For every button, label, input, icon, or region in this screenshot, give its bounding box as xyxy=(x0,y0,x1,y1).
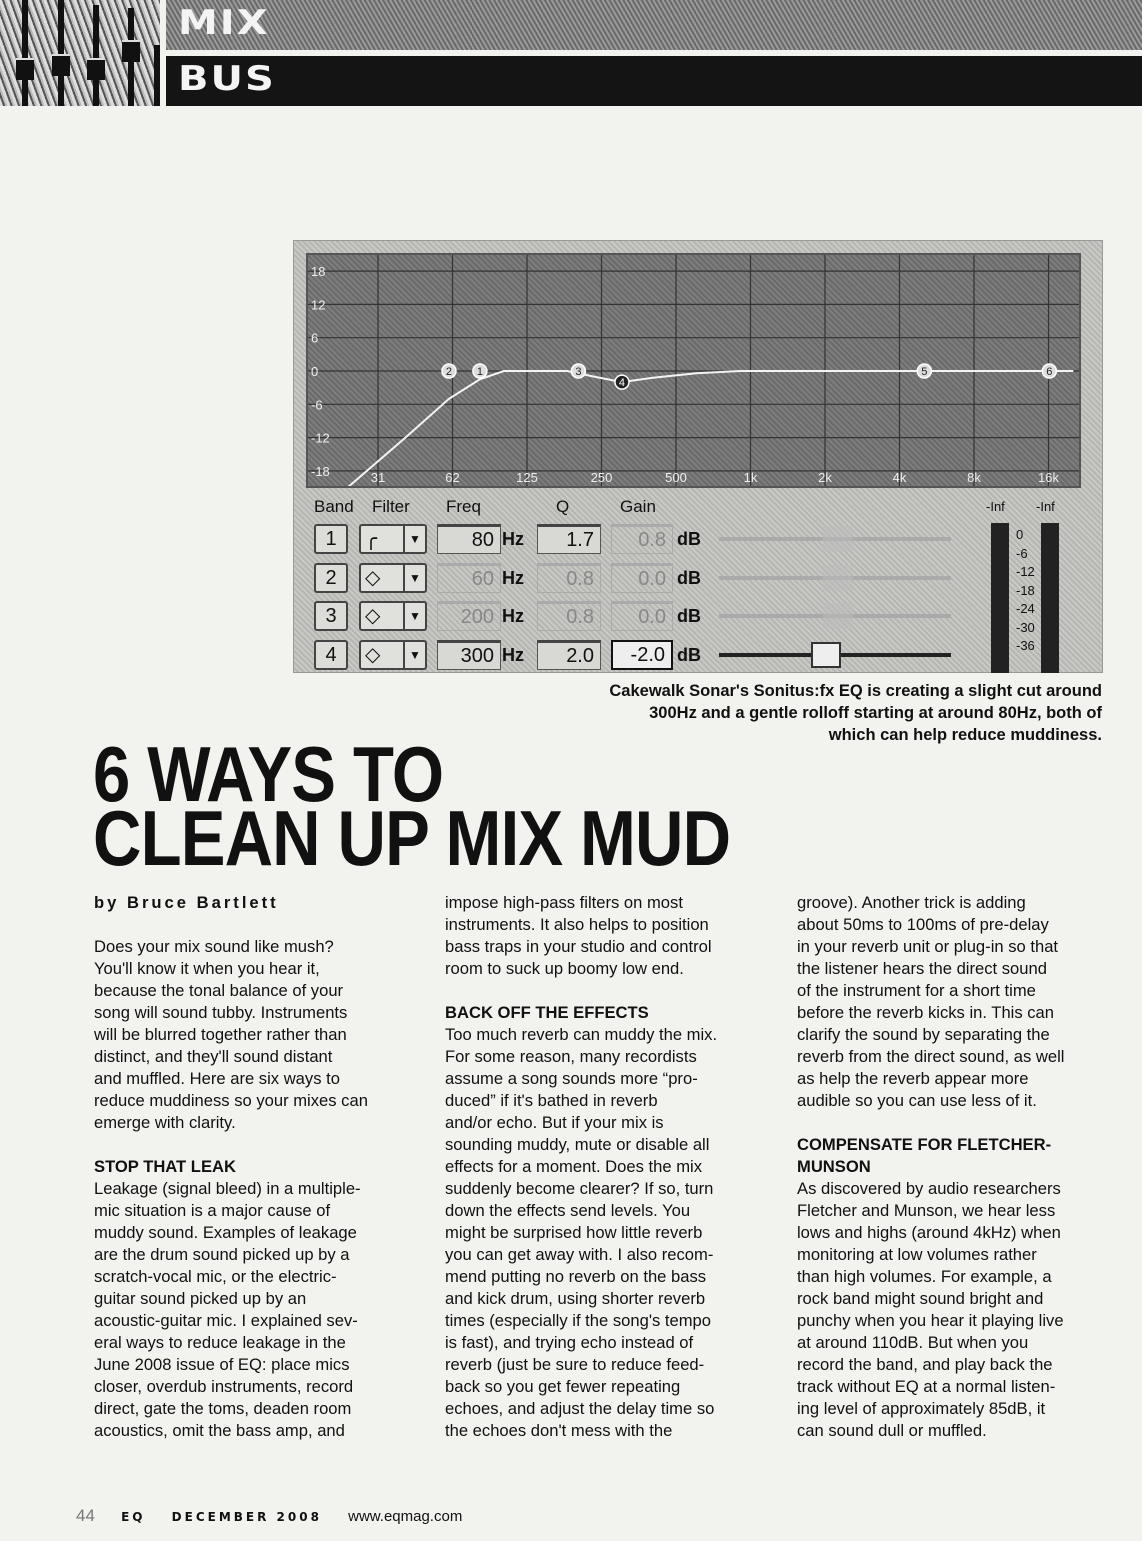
title-line: CLEAN UP MIX MUD xyxy=(93,794,731,882)
body-line: emerge with clarity. xyxy=(94,1113,236,1132)
body-line: distinct, and they'll sound distant xyxy=(94,1047,333,1066)
body-line: as help the reverb appear more xyxy=(797,1069,1029,1088)
level-meter-1 xyxy=(991,523,1009,673)
body-line: direct, gate the toms, deaden room xyxy=(94,1399,352,1418)
body-line: ing level of approximately 85dB, it xyxy=(797,1399,1046,1418)
body-line: down the effects send levels. You xyxy=(445,1201,691,1220)
meter-scale-label: -12 xyxy=(1016,564,1035,579)
body-line: are the drum sound picked up by a xyxy=(94,1245,350,1264)
x-tick-label: 31 xyxy=(370,470,386,485)
body-line: is fast), and trying echo instead of xyxy=(445,1333,694,1352)
db-unit: dB xyxy=(677,644,701,665)
filter-type-dropdown[interactable] xyxy=(359,601,427,631)
x-tick-label: 1k xyxy=(743,470,758,485)
body-line: suddenly become clearer? If so, turn xyxy=(445,1179,714,1198)
body-line: because the tonal balance of your xyxy=(94,981,344,1000)
body-line: groove). Another trick is adding xyxy=(797,893,1026,912)
gain-input[interactable]: 0.0 xyxy=(611,601,673,631)
meter-scale-label: -24 xyxy=(1016,601,1035,616)
q-input[interactable]: 0.8 xyxy=(537,563,601,593)
body-line: sounding muddy, mute or disable all xyxy=(445,1135,710,1154)
column-header-freq: Freq xyxy=(446,497,481,516)
chevron-down-icon: ▼ xyxy=(403,526,425,552)
article-title xyxy=(93,730,731,882)
issue-date: DECEMBER 2008 xyxy=(171,1510,322,1524)
caption-line: Cakewalk Sonar's Sonitus:fx EQ is creating a slight cut around xyxy=(609,682,1102,700)
y-tick-label: 0 xyxy=(311,364,319,379)
band-node-5[interactable] xyxy=(917,364,931,378)
figure-caption xyxy=(609,680,1102,746)
body-line: mic situation is a major cause of xyxy=(94,1201,331,1220)
band-button-3[interactable]: 3 xyxy=(314,601,348,631)
section-heading: STOP THAT LEAK xyxy=(94,1157,236,1176)
meter-scale-label: -36 xyxy=(1016,638,1035,653)
body-line: of the instrument for a short time xyxy=(797,981,1036,1000)
band-node-1[interactable] xyxy=(473,364,487,378)
q-input[interactable]: 2.0 xyxy=(537,640,601,670)
body-line: in your reverb unit or plug-in so that xyxy=(797,937,1059,956)
body-line: clarify the sound by separating the xyxy=(797,1025,1050,1044)
body-line: June 2008 issue of EQ: place mics xyxy=(94,1355,350,1374)
body-line: assume a song sounds more “pro- xyxy=(445,1069,698,1088)
caption-line: which can help reduce muddiness. xyxy=(828,726,1102,744)
freq-input[interactable]: 200 xyxy=(437,601,501,631)
body-line: Too much reverb can muddy the mix. xyxy=(445,1025,718,1044)
body-line: room to suck up boomy low end. xyxy=(445,959,684,978)
body-line: rock band might sound bright and xyxy=(797,1289,1044,1308)
band-node-4[interactable] xyxy=(615,375,629,389)
body-line: and muffled. Here are six ways to xyxy=(94,1069,340,1088)
body-line: punchy when you hear it playing live xyxy=(797,1311,1064,1330)
section-heading: COMPENSATE FOR FLETCHER- xyxy=(797,1135,1052,1154)
body-line: You'll know it when you hear it, xyxy=(94,959,320,978)
meter-scale-label: -30 xyxy=(1016,619,1035,635)
body-line: acoustics, omit the bass amp, and xyxy=(94,1421,345,1440)
body-line: echoes, and adjust the delay time so xyxy=(445,1399,715,1418)
body-line: about 50ms to 100ms of pre-delay xyxy=(797,915,1049,934)
freq-input[interactable]: 300 xyxy=(437,640,501,670)
body-line: can sound dull or muffled. xyxy=(797,1421,987,1440)
filter-type-dropdown[interactable] xyxy=(359,524,427,554)
eq-graph-svg xyxy=(308,255,1079,486)
body-line: bass traps in your studio and control xyxy=(445,937,712,956)
body-line: mend putting no reverb on the bass xyxy=(445,1267,707,1286)
band-button-1[interactable]: 1 xyxy=(314,524,348,554)
column-header-filter: Filter xyxy=(372,497,410,516)
filter-type-dropdown[interactable] xyxy=(359,640,427,670)
body-line xyxy=(797,1112,1127,1134)
band-node-2[interactable] xyxy=(442,364,456,378)
meter-top-label: -Inf xyxy=(1036,499,1055,514)
section-header-bottom xyxy=(166,56,1142,106)
level-meter-2 xyxy=(1041,523,1059,673)
body-line: duced” if it's bathed in reverb xyxy=(445,1091,658,1110)
body-line: muddy sound. Examples of leakage xyxy=(94,1223,357,1242)
x-tick-label: 62 xyxy=(445,470,460,485)
x-tick-label: 125 xyxy=(516,470,538,485)
q-input[interactable]: 1.7 xyxy=(537,524,601,554)
peak-icon: ◇ xyxy=(365,605,381,627)
body-line: might be surprised how little reverb xyxy=(445,1223,703,1242)
hz-unit: Hz xyxy=(502,644,524,665)
meter-scale-label: -18 xyxy=(1016,582,1035,598)
y-tick-label: -18 xyxy=(311,463,330,479)
body-line: audible so you can use less of it. xyxy=(797,1091,1037,1110)
body-line: effects for a moment. Does the mix xyxy=(445,1157,703,1176)
section-header-top xyxy=(166,0,1142,50)
text-column-2 xyxy=(445,892,775,1442)
peak-icon: ◇ xyxy=(365,643,381,666)
band-node-3[interactable] xyxy=(571,364,585,378)
x-tick-label: 250 xyxy=(590,470,613,485)
band-node-label: 3 xyxy=(575,366,582,378)
fader-photo xyxy=(0,0,160,106)
body-line: track without EQ at a normal listen- xyxy=(797,1377,1056,1396)
title-line: 6 WAYS TO xyxy=(93,730,444,818)
body-line: the echoes don't mess with the xyxy=(445,1421,673,1440)
body-line xyxy=(94,914,424,936)
band-node-6[interactable] xyxy=(1042,364,1056,378)
body-line: eral ways to reduce leakage in the xyxy=(94,1333,346,1352)
section-label-mix: MIX xyxy=(178,3,270,43)
body-line: than high volumes. For example, a xyxy=(797,1267,1052,1286)
y-tick-label: 6 xyxy=(311,330,319,346)
column-header-band: Band xyxy=(314,497,354,516)
page-number: 44 xyxy=(76,1506,95,1525)
body-line: scratch-vocal mic, or the electric- xyxy=(94,1267,337,1286)
body-line: lows and highs (around 4kHz) when xyxy=(797,1223,1061,1242)
y-tick-label: -6 xyxy=(311,397,323,413)
body-line: the listener hears the direct sound xyxy=(797,959,1047,978)
body-line: impose high-pass filters on most xyxy=(445,893,683,912)
eq-plugin-screenshot xyxy=(293,240,1103,673)
body-line xyxy=(445,980,775,1002)
db-unit: dB xyxy=(677,529,701,549)
body-line: record the band, and play back the xyxy=(797,1355,1053,1374)
caption-line: 300Hz and a gentle rolloff starting at around 80Hz, both of xyxy=(649,704,1102,722)
gain-slider-thumb[interactable] xyxy=(823,526,853,552)
meter-scale-label: 0 xyxy=(1016,527,1024,542)
body-line: times (especially if the song's tempo xyxy=(445,1311,712,1330)
body-line: Leakage (signal bleed) in a multiple- xyxy=(94,1179,361,1198)
x-tick-label: 500 xyxy=(665,470,687,485)
body-line: will be blurred together rather than xyxy=(94,1025,347,1044)
band-node-label: 5 xyxy=(921,366,928,378)
db-unit: dB xyxy=(677,606,701,626)
body-line: reverb (just be sure to reduce feed- xyxy=(445,1355,705,1374)
hz-unit: Hz xyxy=(502,567,524,588)
body-line: at around 110dB. But when you xyxy=(797,1333,1029,1352)
hz-unit: Hz xyxy=(502,529,524,549)
band-button-4[interactable]: 4 xyxy=(314,640,348,670)
body-line: back so you get fewer repeating xyxy=(445,1377,681,1396)
byline: by Bruce Bartlett xyxy=(94,893,279,912)
body-line: guitar sound picked up by an xyxy=(94,1289,307,1308)
freq-input[interactable]: 80 xyxy=(437,524,501,554)
section-heading: BACK OFF THE EFFECTS xyxy=(445,1003,649,1022)
body-line: acoustic-guitar mic. I explained sev- xyxy=(94,1311,358,1330)
db-unit: dB xyxy=(677,567,701,588)
body-line: before the reverb kicks in. This can xyxy=(797,1003,1055,1022)
gain-input[interactable]: 0.0 xyxy=(611,563,673,593)
band-button-2[interactable]: 2 xyxy=(314,563,348,593)
body-line: Does your mix sound like mush? xyxy=(94,937,334,956)
body-line: closer, overdub instruments, record xyxy=(94,1377,354,1396)
gain-input[interactable]: -2.0 xyxy=(611,640,673,670)
high-pass-icon: ╭ xyxy=(365,528,378,550)
body-line: As discovered by audio researchers xyxy=(797,1179,1061,1198)
section-label-bus: BUS xyxy=(178,59,276,99)
body-line: and kick drum, using shorter reverb xyxy=(445,1289,706,1308)
body-line: reverb from the direct sound, as well xyxy=(797,1047,1065,1066)
band-node-label: 1 xyxy=(476,366,483,378)
body-line: instruments. It also helps to position xyxy=(445,915,709,934)
section-heading: MUNSON xyxy=(797,1157,871,1176)
freq-input[interactable]: 60 xyxy=(437,563,501,593)
meter-top-label: -Inf xyxy=(986,499,1005,514)
y-tick-label: -12 xyxy=(311,430,330,446)
y-tick-label: 18 xyxy=(311,264,326,280)
gain-input[interactable]: 0.8 xyxy=(611,524,673,554)
magazine-name: EQ xyxy=(121,1510,146,1524)
chevron-down-icon: ▼ xyxy=(403,603,425,629)
body-line: you can get away with. I also recom- xyxy=(445,1245,714,1264)
body-line: reduce muddiness so your mixes can xyxy=(94,1091,368,1110)
eq-response-curve xyxy=(341,371,1073,486)
meter-scale-label: -6 xyxy=(1016,545,1028,561)
eq-response-graph xyxy=(306,253,1081,488)
website-url: www.eqmag.com xyxy=(348,1508,463,1525)
body-line: Fletcher and Munson, we hear less xyxy=(797,1201,1056,1220)
gain-slider-thumb[interactable] xyxy=(823,603,853,629)
body-line: monitoring at low volumes rather xyxy=(797,1245,1037,1264)
peak-icon: ◇ xyxy=(365,566,381,589)
column-header-gain: Gain xyxy=(620,497,656,516)
filter-type-dropdown[interactable] xyxy=(359,563,427,593)
y-tick-label: 12 xyxy=(311,297,326,313)
body-line: For some reason, many recordists xyxy=(445,1047,697,1066)
band-node-label: 4 xyxy=(618,377,626,390)
body-line: and/or echo. But if your mix is xyxy=(445,1113,664,1132)
x-tick-label: 4k xyxy=(892,470,907,485)
chevron-down-icon: ▼ xyxy=(403,642,425,668)
text-column-3 xyxy=(797,892,1127,1442)
body-line xyxy=(94,1134,424,1156)
hz-unit: Hz xyxy=(502,606,524,626)
band-node-label: 2 xyxy=(445,366,453,378)
gain-slider-thumb[interactable] xyxy=(811,642,841,668)
text-column-1 xyxy=(94,892,424,1442)
chevron-down-icon: ▼ xyxy=(403,565,425,591)
x-tick-label: 8k xyxy=(967,470,981,485)
page-footer xyxy=(76,1506,484,1526)
x-tick-label: 16k xyxy=(1038,470,1059,485)
x-tick-label: 2k xyxy=(818,470,832,485)
body-line: song will sound tubby. Instruments xyxy=(94,1003,348,1022)
column-header-q: Q xyxy=(556,497,570,516)
q-input[interactable]: 0.8 xyxy=(537,601,601,631)
gain-slider-thumb[interactable] xyxy=(823,565,853,591)
band-node-label: 6 xyxy=(1046,366,1053,378)
